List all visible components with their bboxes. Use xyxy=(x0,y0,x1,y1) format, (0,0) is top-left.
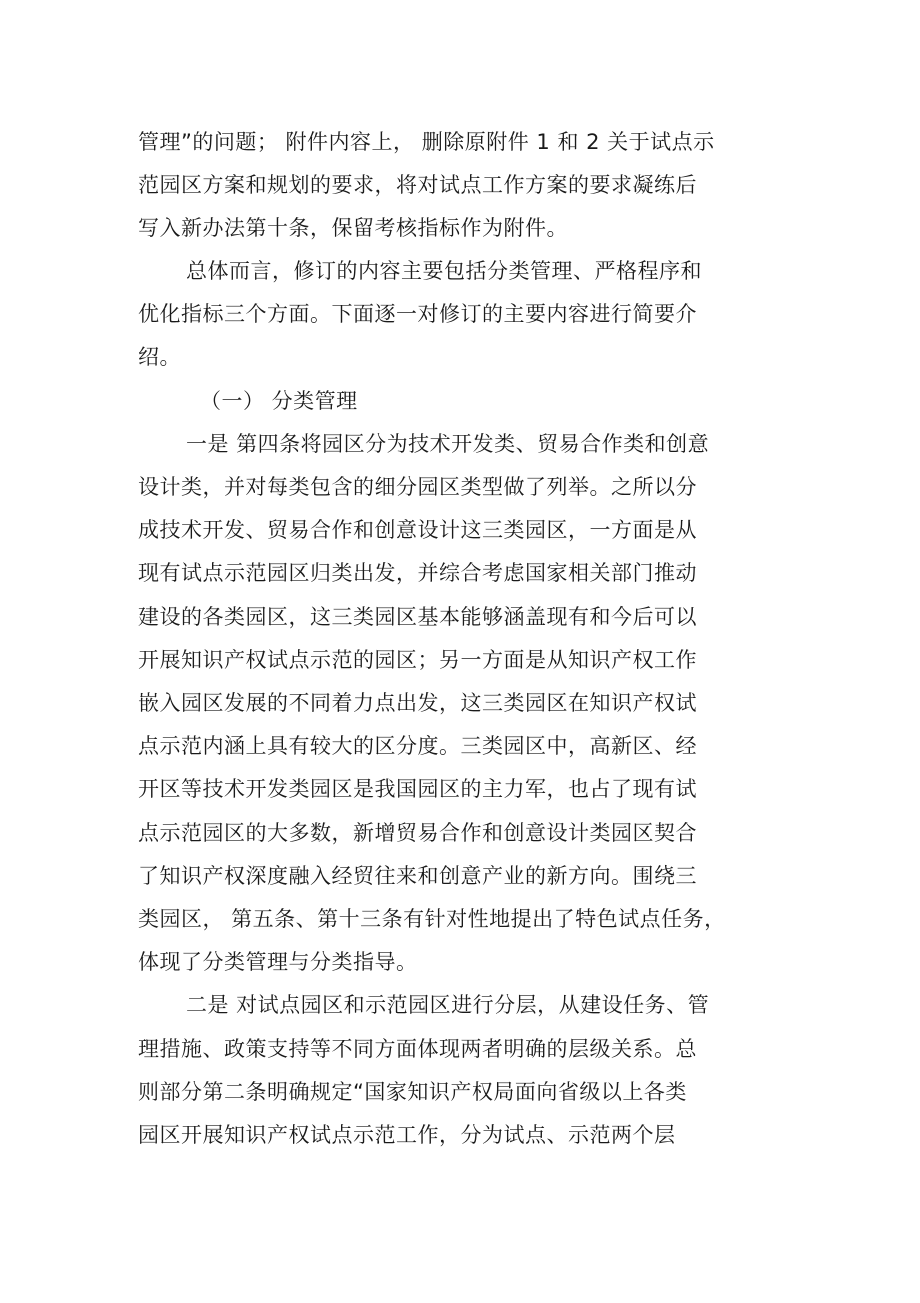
text-line: 点示范园区的大多数，新增贸易合作和创意设计类园区契合 xyxy=(138,821,697,845)
text-line: 理措施、政策支持等不同方面体现两者明确的层级关系。总 xyxy=(138,1037,697,1061)
text-line: 设计类，并对每类包含的细分园区类型做了列举。之所以分 xyxy=(138,475,697,499)
text-line: 范园区方案和规划的要求，将对试点工作方案的要求凝练后 xyxy=(138,173,697,197)
paragraph-start-line: 二是 对试点园区和示范园区进行分层，从建设任务、管 xyxy=(186,993,710,1017)
text-line: 开区等技术开发类园区是我国园区的主力军，也占了现有试 xyxy=(138,777,697,801)
text-line: 则部分第二条明确规定“国家知识产权局面向省级以上各类 xyxy=(138,1080,687,1104)
text-line: 体现了分类管理与分类指导。 xyxy=(138,950,418,974)
section-heading: （一） 分类管理 xyxy=(200,389,358,413)
text-line: 点示范内涵上具有较大的区分度。三类园区中，高新区、经 xyxy=(138,734,697,758)
text-line: 园区开展知识产权试点示范工作，分为试点、示范两个层 xyxy=(138,1123,676,1147)
text-line: 嵌入园区发展的不同着力点出发，这三类园区在知识产权试 xyxy=(138,691,697,715)
text-line: 了知识产权深度融入经贸往来和创意产业的新方向。围绕三 xyxy=(138,864,697,888)
text-line: 类园区， 第五条、第十三条有针对性地提出了特色试点任务， xyxy=(138,907,726,931)
text-line: 绍。 xyxy=(138,345,181,369)
paragraph-start-line: 总体而言，修订的内容主要包括分类管理、严格程序和 xyxy=(186,259,702,283)
text-line: 建设的各类园区，这三类园区基本能够涵盖现有和今后可以 xyxy=(138,605,697,629)
paragraph-start-line: 一是 第四条将园区分为技术开发类、贸易合作类和创意 xyxy=(186,432,710,456)
text-line: 管理”的问题； 附件内容上， 删除原附件 1 和 2 关于试点示 xyxy=(138,130,715,154)
text-line: 成技术开发、贸易合作和创意设计这三类园区，一方面是从 xyxy=(138,518,697,542)
text-line: 现有试点示范园区归类出发，并综合考虑国家相关部门推动 xyxy=(138,561,697,585)
text-line: 写入新办法第十条，保留考核指标作为附件。 xyxy=(138,216,568,240)
text-line: 开展知识产权试点示范的园区；另一方面是从知识产权工作 xyxy=(138,648,697,672)
text-line: 优化指标三个方面。下面逐一对修订的主要内容进行简要介 xyxy=(138,302,697,326)
